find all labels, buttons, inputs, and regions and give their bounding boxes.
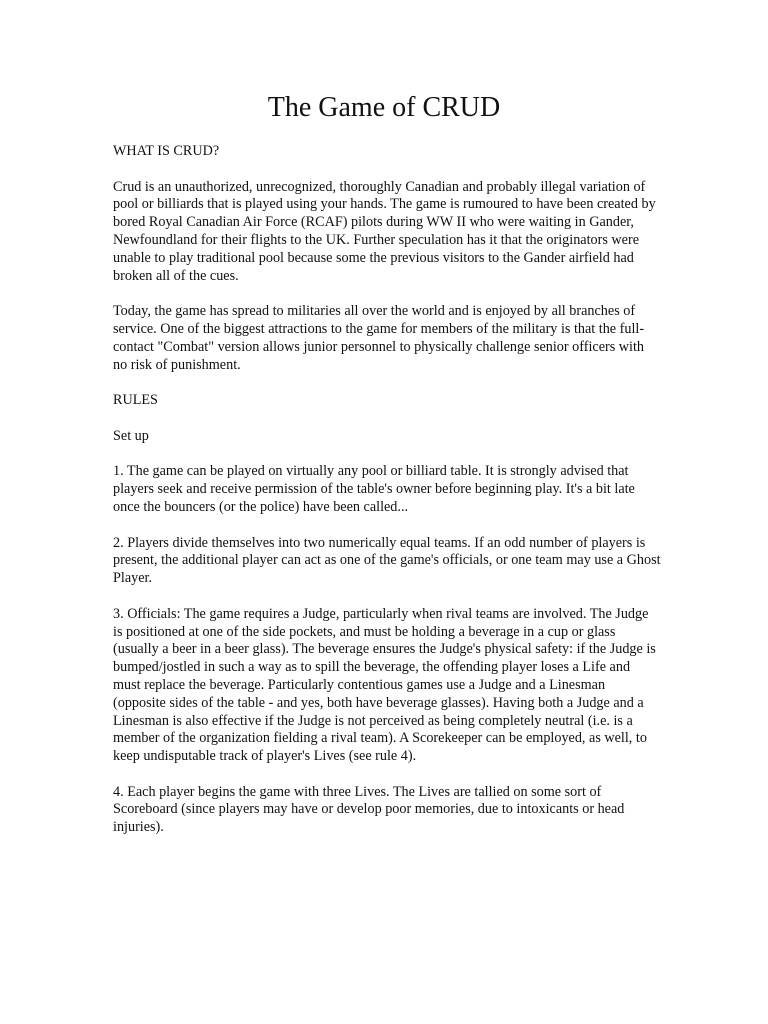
- rule-1: 1. The game can be played on virtually any pool or billiard table. It is strongly advised that players seek and receive permission of the table's owner before beginning play. It's a bit late once the bouncers (or the police) have been called...: [113, 463, 635, 515]
- paragraph-today: Today, the game has spread to militaries all over the world and is enjoyed by all branches of service. One of the biggest attractions to the game for members of the military is that the full-contact "Combat" version allows junior personnel to physically challenge senior officers with no risk of punishment.: [113, 303, 645, 373]
- rule-2: 2. Players divide themselves into two numerically equal teams. If an odd number of players is present, the additional player can act as one of the game's officials, or one team may use a Ghost Player.: [113, 534, 661, 587]
- section-heading-what-is-crud: WHAT IS CRUD?: [113, 143, 220, 159]
- subheading-set-up: Set up: [113, 427, 149, 444]
- rule-4: 4. Each player begins the game with three Lives. The Lives are tallied on some sort of Scoreboard (since players may have or develop poor memories, due to intoxicants or head injuries).: [113, 783, 625, 836]
- section-heading-rules: RULES: [113, 392, 158, 409]
- document-body: [113, 143, 661, 855]
- rule-3: 3. Officials: The game requires a Judge, particularly when rival teams are involved. The Judge is positioned at one of the side pockets, and must be holding a beverage in a cup or glass (usually a beer in a beer glass). The beverage ensures the Judge's physical safety: if the Judge is bumped/jostled in such a way as to spill the beverage, the offending player loses a Life and must replace the beverage. Particularly contentious games use a Judge and a Linesman (opposite sides of the table - and yes, both have beverage glasses). Having both a Judge and a Linesman is also effective if the Judge is not perceived as being completely neutral (i.e. is a member of the organization fielding a rival team). A Scorekeeper can be employed, as well, to keep undisputable track of player's Lives (see rule 4).: [113, 605, 656, 765]
- paragraph-crud-origin: Crud is an unauthorized, unrecognized, thoroughly Canadian and probably illegal variation of pool or billiards that is played using your hands. The game is rumoured to have been created by bored Royal Canadian Air Force (RCAF) pilots during WW II who were waiting in Gander, Newfoundland for their flights to the UK. Further speculation has it that the originators were unable to play traditional pool because some the previous visitors to the Gander airfield had broken all of the cues.: [113, 178, 656, 284]
- document-title: The Game of CRUD: [267, 92, 501, 123]
